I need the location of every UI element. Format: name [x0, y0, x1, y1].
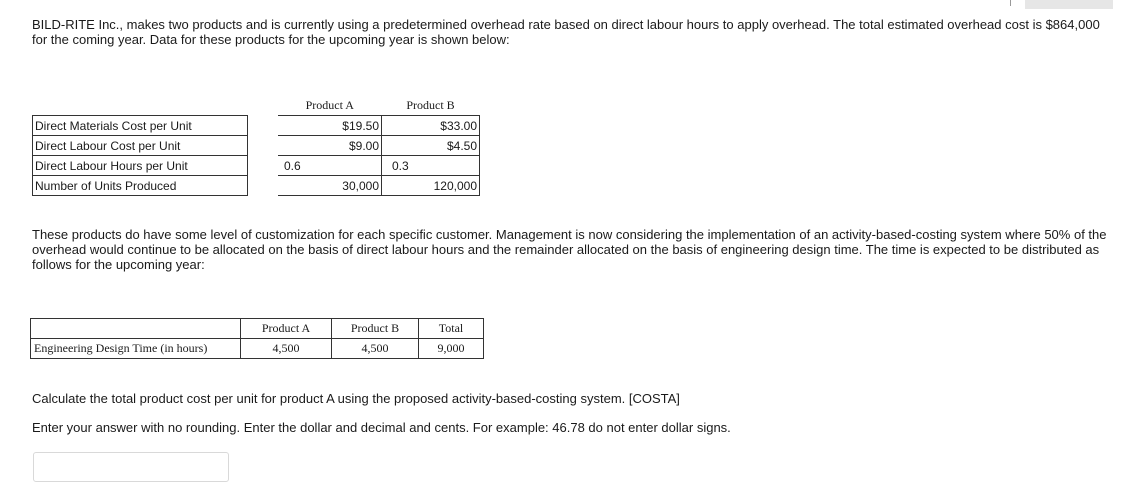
row-label: Direct Labour Hours per Unit	[33, 156, 248, 176]
table-row	[33, 156, 480, 176]
table-row	[33, 136, 480, 156]
header-product-a: Product A	[241, 319, 332, 339]
cell-a: 0.6	[278, 156, 382, 176]
header-total: Total	[419, 319, 484, 339]
header-product-b: Product B	[332, 319, 419, 339]
top-divider	[1010, 0, 1011, 6]
table-row	[33, 176, 480, 196]
product-data-table	[32, 95, 480, 196]
table-header-row	[31, 319, 484, 339]
row-label: Direct Labour Cost per Unit	[33, 136, 248, 156]
cell-b: $33.00	[382, 116, 480, 136]
top-button[interactable]	[1025, 0, 1113, 9]
header-product-a: Product A	[305, 97, 354, 112]
row-label: Engineering Design Time (in hours)	[31, 339, 241, 359]
engineering-time-table	[30, 318, 484, 359]
cell-b: 120,000	[382, 176, 480, 196]
cell-b: 4,500	[332, 339, 419, 359]
table-header-row	[33, 95, 480, 116]
cell-a: $19.50	[278, 116, 382, 136]
cell-a: $9.00	[278, 136, 382, 156]
middle-paragraph: These products do have some level of customization for each specific customer. Management is now considering the implementation of an activity-based-costing system where 50% of the overhead would continue to be allocated on the basis of direct labour hours and the remainder allocated on the basis of engineering design time. The time is expected to be distributed as follows for the upcoming year:	[32, 227, 1107, 272]
cell-total: 9,000	[419, 339, 484, 359]
instruction-text: Enter your answer with no rounding. Enter the dollar and decimal and cents. For example: 46.78 do not enter dollar signs.	[32, 420, 731, 435]
cell-b: $4.50	[382, 136, 480, 156]
cell-b: 0.3	[382, 156, 480, 176]
intro-paragraph: BILD-RITE Inc., makes two products and is currently using a predetermined overhead rate based on direct labour hours to apply overhead. The total estimated overhead cost is $864,000 for the coming year. Data for these products for the upcoming year is shown below:	[32, 17, 1100, 47]
row-label: Number of Units Produced	[33, 176, 248, 196]
cell-a: 4,500	[241, 339, 332, 359]
answer-input[interactable]	[33, 452, 229, 482]
table-row	[33, 116, 480, 136]
question-text: Calculate the total product cost per unit for product A using the proposed activity-based-costing system. [COSTA]	[32, 391, 680, 406]
table-row	[31, 339, 484, 359]
header-product-b: Product B	[406, 97, 455, 112]
row-label: Direct Materials Cost per Unit	[33, 116, 248, 136]
cell-a: 30,000	[278, 176, 382, 196]
